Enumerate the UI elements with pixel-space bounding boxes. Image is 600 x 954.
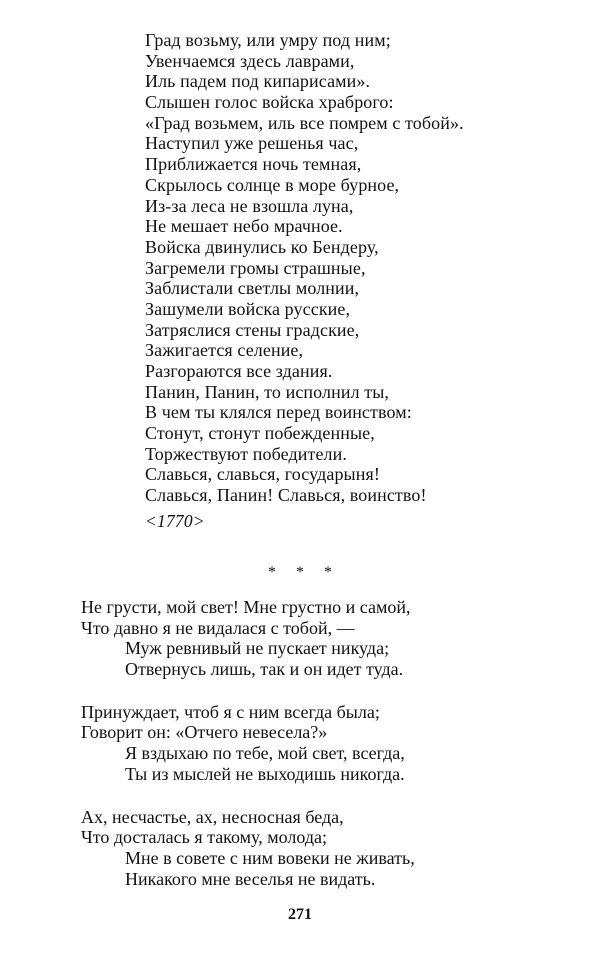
stanza [81, 807, 415, 890]
verse-line: Мне в совете с ним вовеки не живать, [125, 847, 415, 868]
verse-line: Ах, несчастье, ах, несносная беда, [81, 806, 344, 827]
verse-line: Войска двинулись ко Бендеру, [145, 236, 379, 257]
verse-line: Отвернусь лишь, так и он идет туда. [125, 659, 404, 680]
verse-line: Увенчаемся здесь лаврами, [145, 50, 355, 71]
poem [81, 597, 415, 911]
verse-line: Муж ревнивый не пускает никуда; [125, 638, 390, 659]
verse-line: Наступил уже решенья час, [145, 133, 359, 154]
verse-line: Славься, славься, государыня! [145, 464, 380, 485]
verse-line: Не грусти, мой свет! Мне грустно и самой, [81, 597, 411, 617]
verse-line: Ты из мыслей не выходишь никогда. [125, 763, 405, 784]
verse-line: Затряслися стены градские, [145, 319, 360, 340]
verse-line: Заблистали светлы молнии, [145, 278, 360, 299]
verse-line: Зашумели войска русские, [145, 298, 351, 319]
verse-line: Что досталась я такому, молода; [81, 827, 328, 848]
stanza [81, 597, 415, 680]
verse-line: Панин, Панин, то исполнил ты, [145, 381, 390, 402]
verse-line: В чем ты клялся перед воинством: [145, 402, 412, 423]
verse-line: Зажигается селение, [145, 340, 304, 361]
verse-line: Я вздыхаю по тебе, мой свет, всегда, [125, 743, 405, 764]
verse-line: Торжествуют победители. [145, 443, 347, 464]
verse-line: Что давно я не видалася с тобой, — [81, 617, 355, 638]
verse-line: Никакого мне веселья не видать. [125, 868, 376, 889]
verse-line: Загремели громы страшные, [145, 257, 366, 278]
verse-line: Приближается ночь темная, [145, 154, 362, 175]
verse-line: Не мешает небо мрачное. [145, 216, 343, 237]
verse-line: Из-за леса не взошла луна, [145, 195, 354, 216]
verse-line: Принуждает, чтоб я с ним всегда была; [81, 701, 380, 722]
section-separator: * * * [268, 564, 340, 581]
verse-line: «Град возьмем, иль все помрем с тобой». [145, 112, 464, 133]
verse-line: Скрылось солнце в море бурное, [145, 174, 400, 195]
verse-line: Иль падем под кипарисами». [145, 71, 371, 92]
verse-line: Слышен голос войска храброго: [145, 92, 394, 113]
verse-line: Разгораются все здания. [145, 361, 333, 381]
verse-line: Славься, Панин! Славься, воинство! [145, 485, 427, 506]
poem-fragment [145, 30, 464, 506]
verse-line: Стонут, стонут побежденные, [145, 423, 375, 444]
verse-line: Град возьму, или умру под ним; [145, 30, 391, 50]
poem-date: <1770> [145, 511, 205, 531]
stanza [81, 702, 415, 785]
verse-line: Говорит он: «Отчего невесела?» [81, 722, 328, 743]
page-number: 271 [288, 906, 312, 923]
